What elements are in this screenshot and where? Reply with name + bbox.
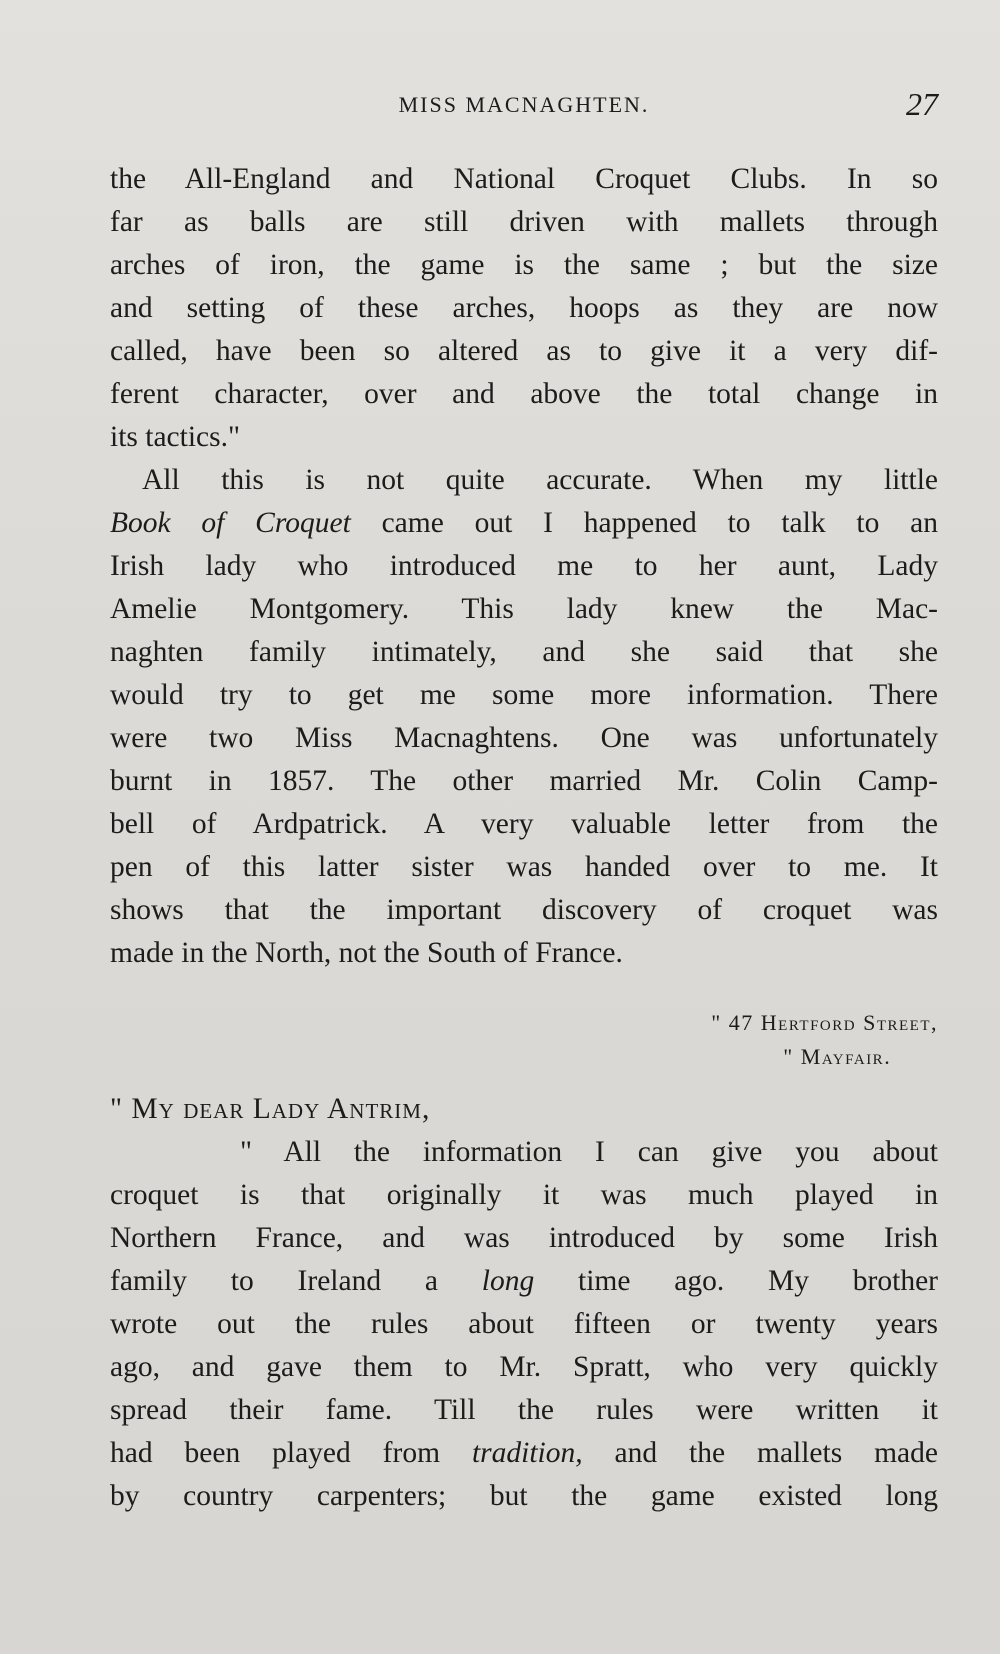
emphasis-italic: tradition, bbox=[471, 1437, 583, 1469]
text-line: " All the information I can give you about bbox=[240, 1136, 938, 1168]
text-line bbox=[110, 1260, 938, 1303]
running-head bbox=[110, 86, 938, 132]
letter-address bbox=[711, 1006, 938, 1074]
text-line: croquet is that originally it was much played in bbox=[110, 1179, 938, 1211]
body-text bbox=[110, 158, 938, 975]
text-line bbox=[110, 502, 938, 545]
text-line: were two Miss Macnaghtens. One was unfortunately bbox=[110, 722, 938, 754]
text-fragment: and the mallets made bbox=[582, 1437, 938, 1469]
text-line: Irish lady who introduced me to her aunt, Lady bbox=[110, 550, 938, 582]
text-fragment: came out I happened to talk to an bbox=[350, 507, 938, 539]
text-line: Northern France, and was introduced by some Irish bbox=[110, 1222, 938, 1254]
text-line: All this is not quite accurate. When my little bbox=[142, 464, 938, 496]
text-line: far as balls are still driven with mallets through bbox=[110, 206, 938, 238]
text-line: ferent character, over and above the total change in bbox=[110, 378, 938, 410]
page-number: 27 bbox=[906, 86, 938, 122]
text-line: pen of this latter sister was handed over to me. It bbox=[110, 851, 938, 883]
text-line: by country carpenters; but the game existed long bbox=[110, 1480, 938, 1512]
text-line: spread their fame. Till the rules were written it bbox=[110, 1394, 938, 1426]
text-line: its tactics." bbox=[110, 421, 241, 453]
text-fragment: time ago. My brother bbox=[534, 1265, 938, 1297]
text-line bbox=[110, 1432, 938, 1475]
text-line: wrote out the rules about fifteen or twenty years bbox=[110, 1308, 938, 1340]
text-line: Amelie Montgomery. This lady knew the Mac- bbox=[110, 593, 938, 625]
text-line: the All-England and National Croquet Clubs. In so bbox=[110, 163, 938, 195]
running-title: MISS MACNAGHTEN. bbox=[398, 92, 650, 117]
text-line: and setting of these arches, hoops as they are now bbox=[110, 292, 938, 324]
text-line: would try to get me some more information. There bbox=[110, 679, 938, 711]
book-title-italic: Book of Croquet bbox=[110, 507, 351, 539]
text-line: made in the North, not the South of France. bbox=[110, 937, 623, 969]
letter-salutation: " My dear Lady Antrim, bbox=[110, 1093, 431, 1125]
emphasis-italic: long bbox=[481, 1265, 535, 1297]
text-fragment: family to Ireland a bbox=[110, 1265, 482, 1297]
address-line: " Mayfair. bbox=[783, 1044, 892, 1069]
text-line: bell of Ardpatrick. A very valuable letter from the bbox=[110, 808, 938, 840]
text-line: arches of iron, the game is the same ; but the size bbox=[110, 249, 938, 281]
text-line: ago, and gave them to Mr. Spratt, who very quickly bbox=[110, 1351, 938, 1383]
text-line: burnt in 1857. The other married Mr. Colin Camp- bbox=[110, 765, 938, 797]
letter-body bbox=[110, 1088, 938, 1518]
text-fragment: had been played from bbox=[110, 1437, 472, 1469]
text-line: naghten family intimately, and she said that she bbox=[110, 636, 938, 668]
text-line: called, have been so altered as to give it a very dif- bbox=[110, 335, 938, 367]
address-line: " 47 Hertford Street, bbox=[711, 1010, 938, 1035]
text-line: shows that the important discovery of croquet was bbox=[110, 894, 938, 926]
